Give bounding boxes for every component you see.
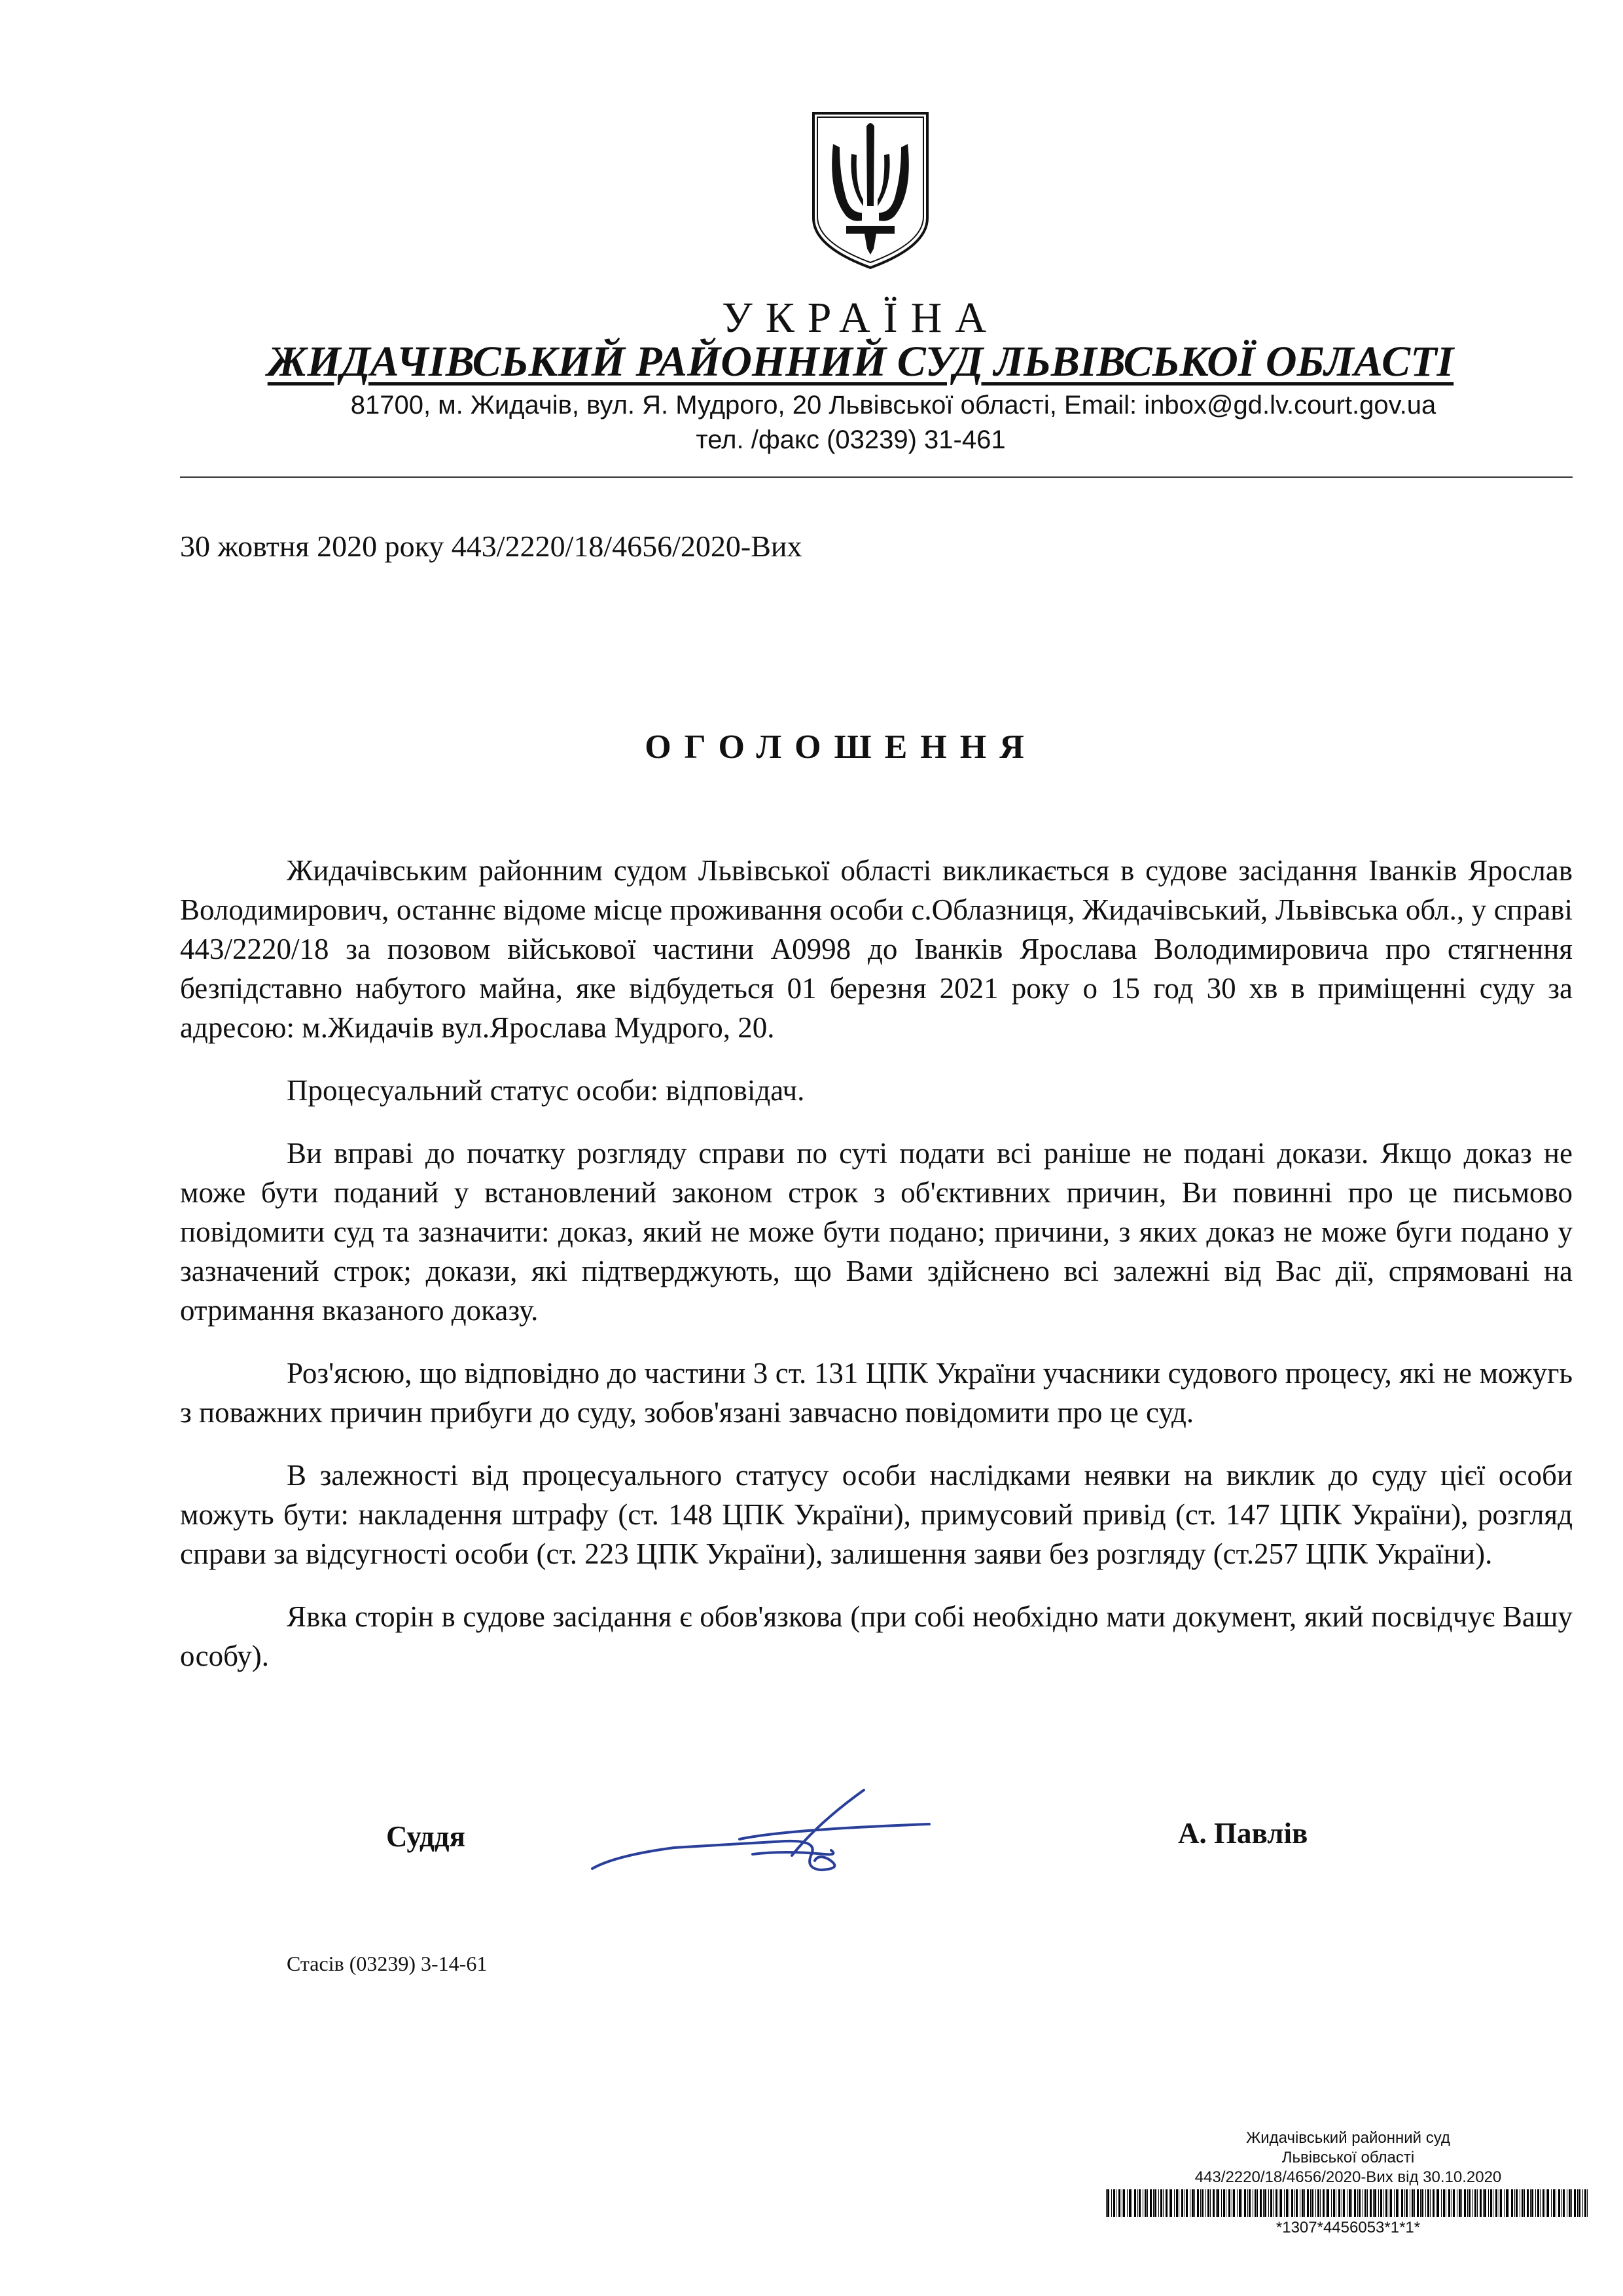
barcode-bar: [1578, 2189, 1580, 2217]
barcode-bar: [1374, 2189, 1376, 2217]
barcode-bar: [1484, 2189, 1486, 2217]
barcode-bar: [1247, 2189, 1248, 2217]
barcode-bar: [1291, 2189, 1293, 2217]
barcode-bar: [1228, 2189, 1230, 2217]
barcode-bar: [1286, 2189, 1288, 2217]
barcode-bar: [1107, 2189, 1109, 2217]
barcode-bar: [1327, 2189, 1329, 2217]
barcode-bar: [1553, 2189, 1555, 2217]
barcode-bar: [1500, 2189, 1502, 2217]
barcode-bar: [1153, 2189, 1154, 2217]
barcode-bar: [1260, 2189, 1262, 2217]
barcode-bar: [1239, 2189, 1241, 2217]
barcode-bar: [1461, 2189, 1462, 2217]
barcode-bar: [1577, 2189, 1578, 2217]
barcode-bar: [1154, 2189, 1156, 2217]
barcode-bar: [1504, 2189, 1505, 2217]
stamp-region: Львівської області: [1281, 2149, 1415, 2166]
stamp-court-name: Жидачівський районний суд: [1246, 2129, 1450, 2147]
barcode-bar: [1472, 2189, 1473, 2217]
header-divider: [180, 476, 1573, 478]
executor-contact: Стасів (03239) 3-14-61: [287, 1952, 488, 1975]
barcode-bar: [1354, 2189, 1356, 2217]
barcode-bar: [1202, 2189, 1204, 2217]
barcode-bar: [1370, 2189, 1372, 2217]
barcode-bar: [1367, 2189, 1368, 2217]
barcode-bar: [1145, 2189, 1147, 2217]
barcode-bar: [1527, 2189, 1529, 2217]
barcode-bar: [1237, 2189, 1238, 2217]
barcode-bar: [1417, 2189, 1419, 2217]
barcode-bar: [1106, 2189, 1107, 2217]
barcode-bar: [1547, 2189, 1549, 2217]
barcode-bar: [1111, 2189, 1112, 2217]
barcode-bar: [1349, 2189, 1351, 2217]
barcode-bar: [1134, 2189, 1136, 2217]
barcode-bar: [1571, 2189, 1572, 2217]
barcode-bar: [1469, 2189, 1471, 2217]
barcode-bar: [1147, 2189, 1148, 2217]
registration-stamp: [1106, 2128, 1590, 2187]
barcode-bar: [1160, 2189, 1162, 2217]
barcode-bar: [1378, 2189, 1379, 2217]
barcode-bar: [1551, 2189, 1552, 2217]
barcode-bar: [1207, 2189, 1209, 2217]
barcode-bar: [1275, 2189, 1277, 2217]
barcode-bar: [1385, 2189, 1387, 2217]
barcode-bar: [1558, 2189, 1560, 2217]
barcode-bar: [1186, 2189, 1188, 2217]
barcode-bar: [1433, 2189, 1435, 2217]
barcode-bar: [1530, 2189, 1531, 2217]
barcode-bar: [1582, 2189, 1583, 2217]
barcode-bar: [1176, 2189, 1178, 2217]
handwritten-signature: [589, 1777, 955, 1882]
barcode-bar: [1380, 2189, 1382, 2217]
barcode-bar: [1506, 2189, 1508, 2217]
barcode-bar: [1414, 2189, 1415, 2217]
barcode-bar: [1587, 2189, 1588, 2217]
barcode-bar: [1357, 2189, 1358, 2217]
barcode-bar: [1488, 2189, 1489, 2217]
barcode-bar: [1315, 2189, 1316, 2217]
barcode: [1106, 2189, 1590, 2217]
barcode-bar: [1268, 2189, 1269, 2217]
barcode-bar: [1113, 2189, 1115, 2217]
country-name: УКРАЇНА: [722, 294, 999, 342]
barcode-bar: [1338, 2189, 1340, 2217]
barcode-bar: [1333, 2189, 1335, 2217]
barcode-bar: [1404, 2189, 1405, 2217]
paragraph-explanation: Роз'ясюю, що відповідно до частини 3 ст. 131 ЦПК України учасники судового процесу, які не можугь з поважних причин прибуги до суду, зобов'язані завчасно повідомити про це суд.: [180, 1357, 1573, 1429]
barcode-bar: [1569, 2189, 1571, 2217]
barcode-bar: [1495, 2189, 1497, 2217]
barcode-bar: [1221, 2189, 1222, 2217]
barcode-bar: [1294, 2189, 1295, 2217]
barcode-bar: [1394, 2189, 1395, 2217]
barcode-bar: [1540, 2189, 1541, 2217]
barcode-bar: [1584, 2189, 1586, 2217]
barcode-bar: [1522, 2189, 1524, 2217]
barcode-bar: [1437, 2189, 1439, 2217]
barcode-bar: [1310, 2189, 1311, 2217]
barcode-bar: [1480, 2189, 1482, 2217]
barcode-bar: [1205, 2189, 1206, 2217]
barcode-bar: [1284, 2189, 1285, 2217]
barcode-bar: [1351, 2189, 1352, 2217]
court-phone: тел. /факс (03239) 31-461: [696, 425, 1006, 454]
outgoing-reference: 30 жовтня 2020 року 443/2220/18/4656/2020-Вих: [180, 529, 802, 563]
court-name: ЖИДАЧІВСЬКИЙ РАЙОННИЙ СУД ЛЬВІВСЬКОЇ ОБЛАСТІ: [267, 338, 1454, 386]
barcode-bar: [1331, 2189, 1332, 2217]
judge-title: Суддя: [386, 1820, 465, 1853]
barcode-bar: [1241, 2189, 1242, 2217]
barcode-bar: [1412, 2189, 1414, 2217]
barcode-bar: [1401, 2189, 1403, 2217]
barcode-bar: [1270, 2189, 1272, 2217]
barcode-bar: [1170, 2189, 1172, 2217]
barcode-bar: [1531, 2189, 1533, 2217]
barcode-bar: [1263, 2189, 1264, 2217]
barcode-bar: [1563, 2189, 1565, 2217]
barcode-bar: [1561, 2189, 1562, 2217]
document-heading: ОГОЛОШЕННЯ: [645, 728, 1037, 766]
barcode-bar: [1304, 2189, 1305, 2217]
barcode-bar: [1181, 2189, 1183, 2217]
barcode-bar: [1129, 2189, 1131, 2217]
barcode-bar: [1118, 2189, 1120, 2217]
barcode-bar: [1477, 2189, 1478, 2217]
barcode-bar: [1192, 2189, 1194, 2217]
barcode-bar: [1194, 2189, 1195, 2217]
barcode-bar: [1443, 2189, 1445, 2217]
paragraph-evidence: Ви вправі до початку розгляду справи по суті подати всі раніше не подані докази. Якщо доказ не може бути поданий у встановлений законом строк з об'єктивних причин, Ви повинні про це письмово повідомити суд та зазначити: доказ, який не може бути подано; причини, з яких доказ не може буги подано у зазначений строк; докази, які підтверджують, що Вами здійснено всі залежні від Вас дії, спрямовані на отримання вказаного доказу.: [180, 1137, 1573, 1327]
barcode-bar: [1323, 2189, 1325, 2217]
barcode-bar: [1223, 2189, 1225, 2217]
barcode-bar: [1359, 2189, 1361, 2217]
barcode-bar: [1421, 2189, 1423, 2217]
barcode-bar: [1174, 2189, 1175, 2217]
barcode-bar: [1123, 2189, 1125, 2217]
barcode-bar: [1311, 2189, 1313, 2217]
barcode-bar: [1537, 2189, 1539, 2217]
barcode-bar: [1307, 2189, 1309, 2217]
barcode-bar: [1474, 2189, 1476, 2217]
barcode-bar: [1441, 2189, 1442, 2217]
barcode-bar: [1233, 2189, 1235, 2217]
barcode-bar: [1467, 2189, 1468, 2217]
barcode-bar: [1343, 2189, 1345, 2217]
barcode-bar: [1459, 2189, 1461, 2217]
barcode-bar: [1425, 2189, 1426, 2217]
barcode-bar: [1302, 2189, 1304, 2217]
barcode-bar: [1255, 2189, 1257, 2217]
barcode-bar: [1249, 2189, 1251, 2217]
barcode-bar: [1150, 2189, 1152, 2217]
barcode-bar: [1373, 2189, 1374, 2217]
notice-body: [180, 851, 1573, 1699]
barcode-bar: [1483, 2189, 1484, 2217]
barcode-bar: [1320, 2189, 1321, 2217]
barcode-bar: [1516, 2189, 1518, 2217]
barcode-bar: [1317, 2189, 1319, 2217]
barcode-bar: [1158, 2189, 1159, 2217]
barcode-bar: [1326, 2189, 1327, 2217]
paragraph-attendance: Явка сторін в судове засідання є обов'язкова (при собі необхідно мати документ, який посвідчує Вашу особу).: [180, 1600, 1573, 1672]
barcode-bar: [1163, 2189, 1164, 2217]
barcode-bar: [1210, 2189, 1211, 2217]
coat-of-arms-emblem: [808, 108, 933, 272]
barcode-bar: [1280, 2189, 1282, 2217]
barcode-bar: [1166, 2189, 1168, 2217]
barcode-bar: [1200, 2189, 1201, 2217]
barcode-bar: [1257, 2189, 1258, 2217]
barcode-text: *1307*4456053*1*1*: [1275, 2219, 1421, 2236]
barcode-bar: [1508, 2189, 1509, 2217]
paragraph-status: Процесуальний статус особи: відповідач.: [287, 1074, 805, 1107]
barcode-bar: [1420, 2189, 1421, 2217]
barcode-bar: [1217, 2189, 1219, 2217]
barcode-bar: [1430, 2189, 1431, 2217]
barcode-bar: [1127, 2189, 1128, 2217]
stamp-reference: 443/2220/18/4656/2020-Вих від 30.10.2020: [1194, 2168, 1502, 2186]
barcode-bar: [1464, 2189, 1466, 2217]
barcode-bar: [1524, 2189, 1525, 2217]
barcode-bar: [1197, 2189, 1199, 2217]
barcode-bar: [1453, 2189, 1455, 2217]
barcode-bar: [1406, 2189, 1408, 2217]
court-address: 81700, м. Жидачів, вул. Я. Мудрого, 20 Львівської області, Email: inbox@gd.lv.court.gov.ua: [350, 391, 1436, 420]
barcode-bar: [1543, 2189, 1544, 2217]
barcode-bar: [1213, 2189, 1215, 2217]
barcode-bar: [1427, 2189, 1429, 2217]
barcode-bar: [1448, 2189, 1450, 2217]
judge-name: А. Павлів: [1178, 1817, 1308, 1850]
barcode-bar: [1364, 2189, 1366, 2217]
paragraph-consequences: В залежності від процесуального статусу особи наслідками неявки на виклик до суду цієї особи можуть бути: накладення штрафу (ст. 148 ЦПК України), примусовий привід (ст. 147 ЦПК України), розгляд справи за відсугності особи (ст. 223 ЦПК України), залишення заяви без розгляду (ст.257 ЦПК України).: [180, 1459, 1573, 1570]
barcode-bar: [1514, 2189, 1515, 2217]
barcode-bar: [1264, 2189, 1266, 2217]
barcode-bar: [1511, 2189, 1513, 2217]
barcode-bar: [1535, 2189, 1536, 2217]
barcode-bar: [1139, 2189, 1141, 2217]
barcode-bar: [1137, 2189, 1138, 2217]
barcode-bar: [1273, 2189, 1274, 2217]
barcode-bar: [1490, 2189, 1492, 2217]
barcode-bar: [1574, 2189, 1576, 2217]
barcode-bar: [1296, 2189, 1298, 2217]
barcode-bar: [1244, 2189, 1246, 2217]
barcode-bar: [1390, 2189, 1392, 2217]
barcode-bar: [1216, 2189, 1217, 2217]
paragraph-summons: Жидачівським районним судом Львівської області викликається в судове засідання Іванків Ярослав Володимирович, останнє відоме місце проживання особи с.Облазниця, Жидачівський, Львівська обл., у справі 443/2220/18 за позовом військової частини А0998 до Іванків Ярослава Володимировича про стягнення безпідставно набутого майна, яке відбудеться 01 березня 2021 року о 15 год 30 хв в приміщенні суду за адресою: м.Жидачів вул.Ярослава Мудрого, 20.: [180, 854, 1573, 1044]
barcode-bar: [1396, 2189, 1398, 2217]
